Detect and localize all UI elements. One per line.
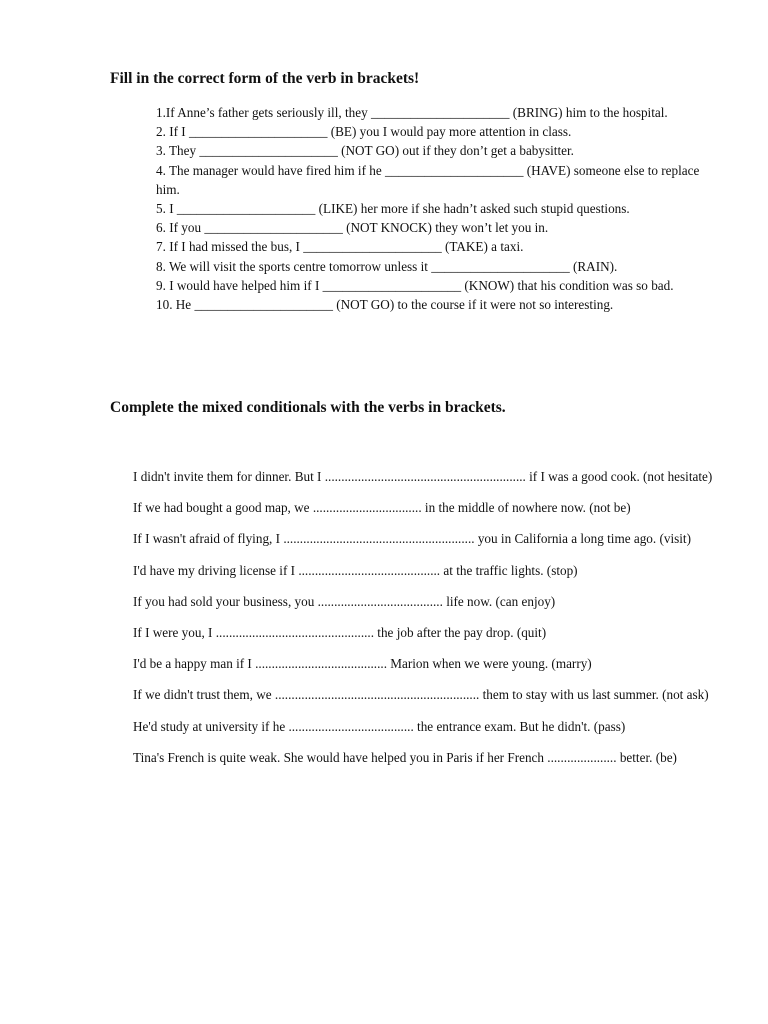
exercise1-item: 5. I _____________________ (LIKE) her more if she hadn’t asked such stupid questions. [156,201,630,217]
exercise1-item: 2. If I _____________________ (BE) you I would pay more attention in class. [156,124,572,140]
exercise1-list [156,103,716,314]
exercise2-item: If I wasn't afraid of flying, I .......................................................... you in California a long time ago. (visit) [133,531,691,547]
exercise2-item: If you had sold your business, you ...................................... life now. (can enjoy) [133,593,556,609]
exercise2-item: If we didn't trust them, we .............................................................. them to stay with us last summer. (not ask) [133,687,709,703]
exercise2-item: I'd be a happy man if I ........................................ Marion when we were young. (marry) [133,656,592,672]
exercise2-item: He'd study at university if he ...................................... the entrance exam. But he didn't. (pass) [133,718,626,734]
exercise1-item: 8. We will visit the sports centre tomorrow unless it _____________________ (RAIN). [156,258,618,274]
section2-title: Complete the mixed conditionals with the verbs in brackets. [110,399,506,416]
exercise1-item: 7. If I had missed the bus, I _____________________ (TAKE) a taxi. [156,239,524,255]
exercise2-item: I didn't invite them for dinner. But I ............................................................. if I was a good cook. (not hesitate) [133,469,713,484]
exercise1-item: 1.If Anne’s father gets seriously ill, they _____________________ (BRING) him to the hospital. [156,105,668,120]
exercise2-item: If we had bought a good map, we ................................. in the middle of nowhere now. (not be) [133,500,631,516]
section1-title: Fill in the correct form of the verb in brackets! [110,70,420,87]
exercise1-item: 6. If you _____________________ (NOT KNOCK) they won’t let you in. [156,220,549,236]
exercise2-list [133,467,723,779]
exercise1-item: 10. He _____________________ (NOT GO) to the course if it were not so interesting. [156,297,614,313]
exercise2-item: Tina's French is quite weak. She would have helped you in Paris if her French ..................... better. (be) [133,749,677,765]
exercise1-item: 4. The manager would have fired him if he _____________________ (HAVE) someone else to replace him. [156,162,700,197]
exercise2-item: If I were you, I ................................................ the job after the pay drop. (quit) [133,625,547,641]
exercise1-item: 9. I would have helped him if I _____________________ (KNOW) that his condition was so bad. [156,277,674,293]
exercise2-item: I'd have my driving license if I ........................................... at the traffic lights. (stop) [133,562,578,578]
exercise1-item: 3. They _____________________ (NOT GO) out if they don’t get a babysitter. [156,143,574,159]
